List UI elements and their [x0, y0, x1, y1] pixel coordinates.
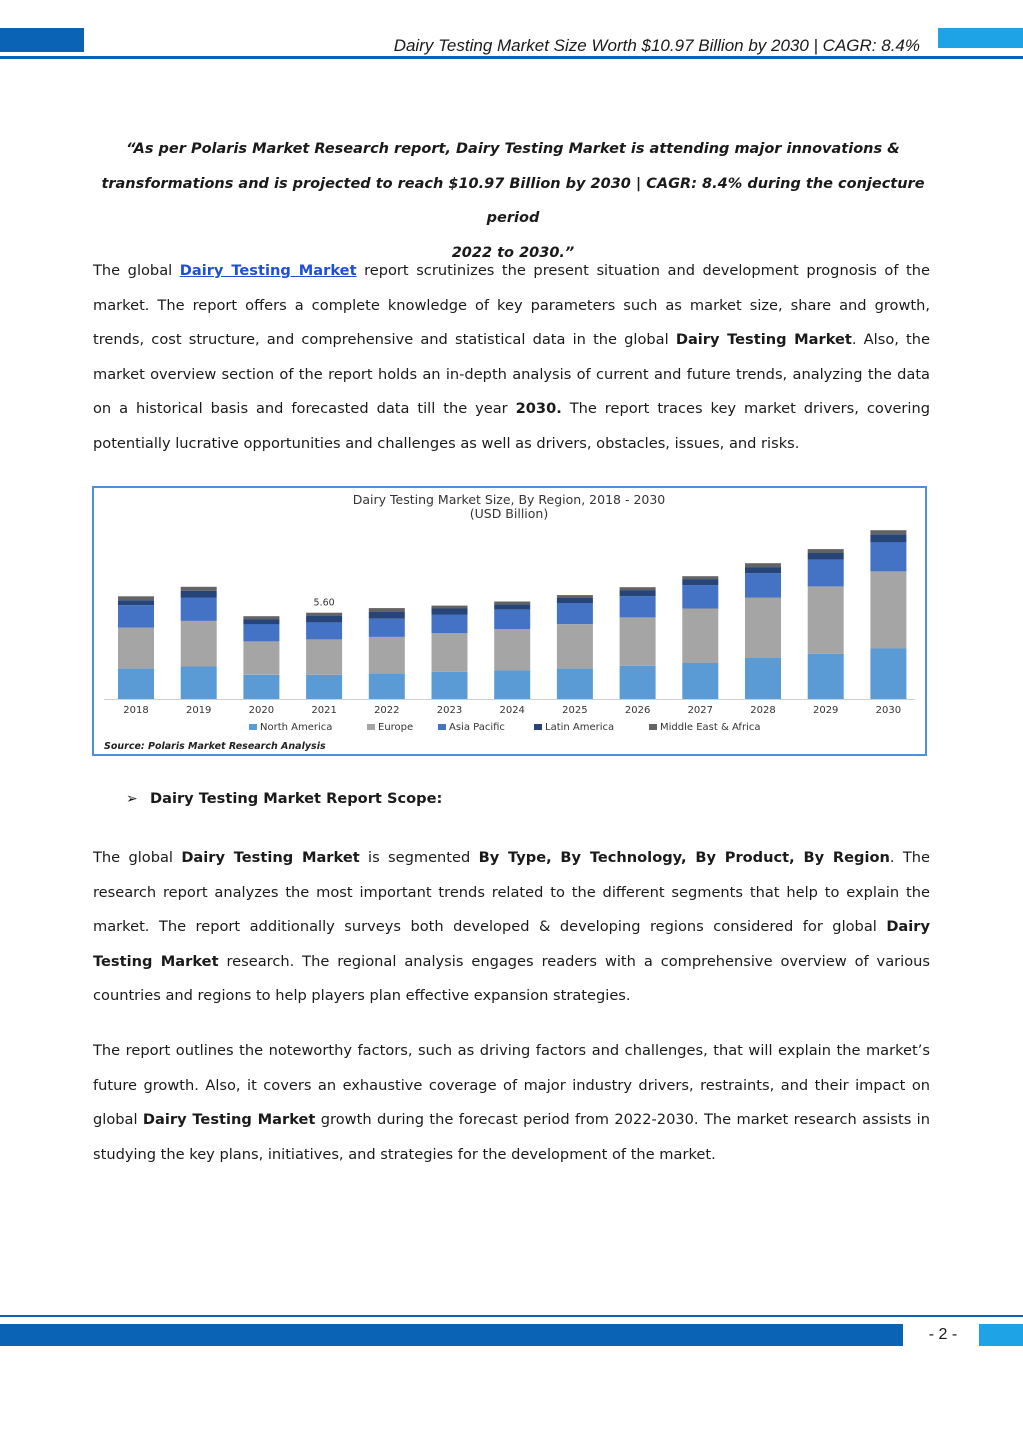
- legend-swatch-0: [249, 724, 257, 730]
- bar-segment-2019-3: [181, 591, 217, 598]
- scope-heading: [126, 790, 442, 807]
- intro-paragraph: [93, 254, 930, 462]
- bar-segment-2023-1: [432, 633, 468, 672]
- bar-segment-2025-2: [557, 603, 593, 624]
- bar-segment-2022-2: [369, 619, 405, 637]
- bar-segment-2024-4: [494, 602, 530, 605]
- x-tick-label-2030: 2030: [875, 705, 902, 716]
- bar-segment-2026-4: [620, 587, 656, 590]
- x-tick-label-2026: 2026: [624, 705, 651, 716]
- bar-segment-2019-4: [181, 587, 217, 591]
- legend-swatch-2: [438, 724, 446, 730]
- intro-bold-2: 2030.: [515, 400, 562, 418]
- bar-segment-2030-0: [870, 649, 906, 700]
- x-tick-label-2027: 2027: [687, 705, 714, 716]
- segment-text-1: The global: [93, 849, 182, 866]
- chart-source: Source: Polaris Market Research Analysis: [104, 741, 326, 752]
- segment-text-2: is segmented: [359, 849, 479, 866]
- bar-segment-2018-2: [118, 605, 154, 627]
- bar-segment-2018-4: [118, 596, 154, 600]
- scope-title: Dairy Testing Market Report Scope:: [150, 790, 443, 807]
- bar-segment-2028-1: [745, 598, 781, 659]
- bar-segment-2023-2: [432, 615, 468, 634]
- bar-segment-2019-2: [181, 598, 217, 621]
- quote-line-1: “As per Polaris Market Research report, Dairy Testing Market is attending major innovations &: [126, 141, 900, 157]
- bar-segment-2021-1: [306, 639, 342, 674]
- header-accent-right: [938, 28, 1023, 48]
- bar-segment-2024-2: [494, 609, 530, 629]
- bar-segment-2028-4: [745, 563, 781, 567]
- outline-paragraph: [93, 1034, 930, 1172]
- intro-bold-1: Dairy Testing Market: [675, 331, 852, 349]
- bar-segment-2025-3: [557, 598, 593, 603]
- x-tick-label-2022: 2022: [374, 705, 400, 716]
- bar-segment-2029-4: [808, 549, 844, 553]
- bar-segment-2029-2: [808, 560, 844, 587]
- legend-label-4: Middle East & Africa: [660, 722, 761, 733]
- bar-segment-2030-2: [870, 542, 906, 571]
- outline-text-1: The report outlines the noteworthy factors, such as driving factors and challenges, that will explain the market’s future growth. Also, it covers an exhaustive coverage of major industry drivers, restraints, and their impact on global: [93, 1042, 930, 1129]
- x-tick-label-2023: 2023: [436, 705, 463, 716]
- legend-label-2: Asia Pacific: [449, 722, 505, 733]
- bar-segment-2022-1: [369, 637, 405, 673]
- bar-segment-2024-3: [494, 604, 530, 609]
- bar-segment-2021-3: [306, 616, 342, 623]
- legend-label-1: Europe: [378, 722, 414, 733]
- quote-line-3: 2022 to 2030.”: [451, 244, 575, 261]
- bar-segment-2028-0: [745, 658, 781, 699]
- bar-segment-2019-1: [181, 621, 217, 667]
- bar-segment-2023-4: [432, 606, 468, 609]
- bar-segment-2025-0: [557, 669, 593, 699]
- intro-text-2: report scrutinizes the present situation and development prognosis of the market. The report offers a complete knowledge of key parameters such as market size, share and growth, trends, cost structure, and comprehensive and statistical data in the global: [93, 262, 930, 349]
- x-tick-label-2029: 2029: [812, 705, 839, 716]
- header-title: Dairy Testing Market Size Worth $10.97 Billion by 2030 | CAGR: 8.4%: [393, 36, 920, 55]
- data-label-2021: 5.60: [313, 597, 335, 609]
- header-accent-left: [0, 28, 84, 52]
- bar-segment-2023-0: [432, 672, 468, 699]
- bar-segment-2026-1: [620, 617, 656, 666]
- bar-segment-2021-2: [306, 622, 342, 639]
- bar-segment-2020-3: [243, 619, 279, 624]
- bar-segment-2026-0: [620, 666, 656, 699]
- legend-swatch-3: [534, 724, 542, 730]
- page-number: - 2 -: [928, 1326, 958, 1343]
- intro-text-3: . Also, the market overview section of the report holds an in-depth analysis of current and future trends, analyzing the data on a historical basis and forecasted data till the year: [93, 331, 931, 418]
- x-tick-label-2019: 2019: [185, 705, 212, 716]
- chart-subtitle: (USD Billion): [469, 506, 549, 521]
- bar-segment-2027-0: [682, 663, 718, 699]
- bar-segment-2029-1: [808, 586, 844, 654]
- segment-bold-1: Dairy Testing Market: [181, 849, 360, 866]
- segment-paragraph: [93, 841, 930, 1014]
- segment-text-4: research. The regional analysis engages readers with a comprehensive overview of various countries and regions to help players plan effective expansion strategies.: [93, 952, 930, 1005]
- chart-canvas: [94, 488, 925, 754]
- x-tick-label-2028: 2028: [750, 705, 776, 716]
- segment-bold-2: By Type, By Technology, By Product, By Region: [478, 849, 890, 866]
- bar-segment-2024-1: [494, 629, 530, 670]
- legend-label-0: North America: [260, 722, 333, 733]
- segment-text-3: . The research report analyzes the most important trends related to the different segments that help to explain the market. The report additionally surveys both developed & developing regions considered for global: [93, 849, 930, 936]
- market-size-chart: [92, 486, 927, 756]
- bar-segment-2021-4: [306, 613, 342, 616]
- footer-bar: [0, 1324, 903, 1346]
- bar-segment-2029-0: [808, 654, 844, 699]
- bar-segment-2027-2: [682, 585, 718, 608]
- bar-segment-2025-1: [557, 624, 593, 668]
- bar-segment-2020-1: [243, 641, 279, 674]
- x-tick-label-2018: 2018: [123, 705, 149, 716]
- x-tick-label-2021: 2021: [311, 705, 337, 716]
- bar-segment-2026-2: [620, 596, 656, 617]
- intro-quote: [88, 132, 938, 270]
- x-tick-label-2025: 2025: [562, 705, 588, 716]
- bar-segment-2030-4: [870, 530, 906, 534]
- footer-rule: [0, 1315, 1023, 1317]
- x-tick-label-2024: 2024: [499, 705, 525, 716]
- bar-segment-2019-0: [181, 667, 217, 700]
- quote-line-2: transformations and is projected to reach $10.97 Billion by 2030 | CAGR: 8.4% during the conjecture period: [101, 175, 925, 226]
- bar-segment-2027-1: [682, 609, 718, 664]
- bar-segment-2026-3: [620, 590, 656, 596]
- legend-label-3: Latin America: [545, 722, 615, 733]
- intro-text-1: The global: [93, 262, 180, 279]
- bar-segment-2018-3: [118, 600, 154, 605]
- intro-text-4: The report traces key market drivers, covering potentially lucrative opportunities and challenges as well as drivers, obstacles, issues, and risks.: [93, 400, 930, 452]
- bar-segment-2018-1: [118, 628, 154, 669]
- bar-segment-2022-3: [369, 612, 405, 619]
- bar-segment-2020-4: [243, 616, 279, 619]
- legend-swatch-4: [649, 724, 657, 730]
- bar-segment-2020-2: [243, 624, 279, 641]
- bar-segment-2025-4: [557, 595, 593, 598]
- bar-segment-2029-3: [808, 553, 844, 560]
- bar-segment-2028-2: [745, 573, 781, 597]
- bar-segment-2018-0: [118, 669, 154, 699]
- bar-segment-2030-1: [870, 572, 906, 649]
- bar-segment-2030-3: [870, 534, 906, 542]
- footer-accent-right: [979, 1324, 1023, 1346]
- x-tick-label-2020: 2020: [248, 705, 275, 716]
- legend-swatch-1: [367, 724, 375, 730]
- segment-bold-3: Dairy Testing Market: [93, 918, 930, 970]
- bar-segment-2023-3: [432, 609, 468, 615]
- arrow-bullet-icon: ➢: [126, 791, 138, 807]
- dairy-testing-market-link[interactable]: Dairy Testing Market: [179, 262, 357, 279]
- bar-segment-2022-4: [369, 608, 405, 612]
- bar-segment-2028-3: [745, 567, 781, 573]
- bar-segment-2021-0: [306, 675, 342, 699]
- outline-text-2: growth during the forecast period from 2022-2030. The market research assists in studying the key plans, initiatives, and strategies for the development of the market.: [93, 1111, 930, 1163]
- chart-title: Dairy Testing Market Size, By Region, 2018 - 2030: [352, 492, 666, 507]
- bar-segment-2027-4: [682, 576, 718, 579]
- bar-segment-2020-0: [243, 675, 279, 699]
- bar-segment-2024-0: [494, 670, 530, 699]
- bar-segment-2027-3: [682, 579, 718, 585]
- header-rule: [0, 56, 1023, 59]
- bar-segment-2022-0: [369, 673, 405, 699]
- outline-bold-1: Dairy Testing Market: [142, 1111, 316, 1129]
